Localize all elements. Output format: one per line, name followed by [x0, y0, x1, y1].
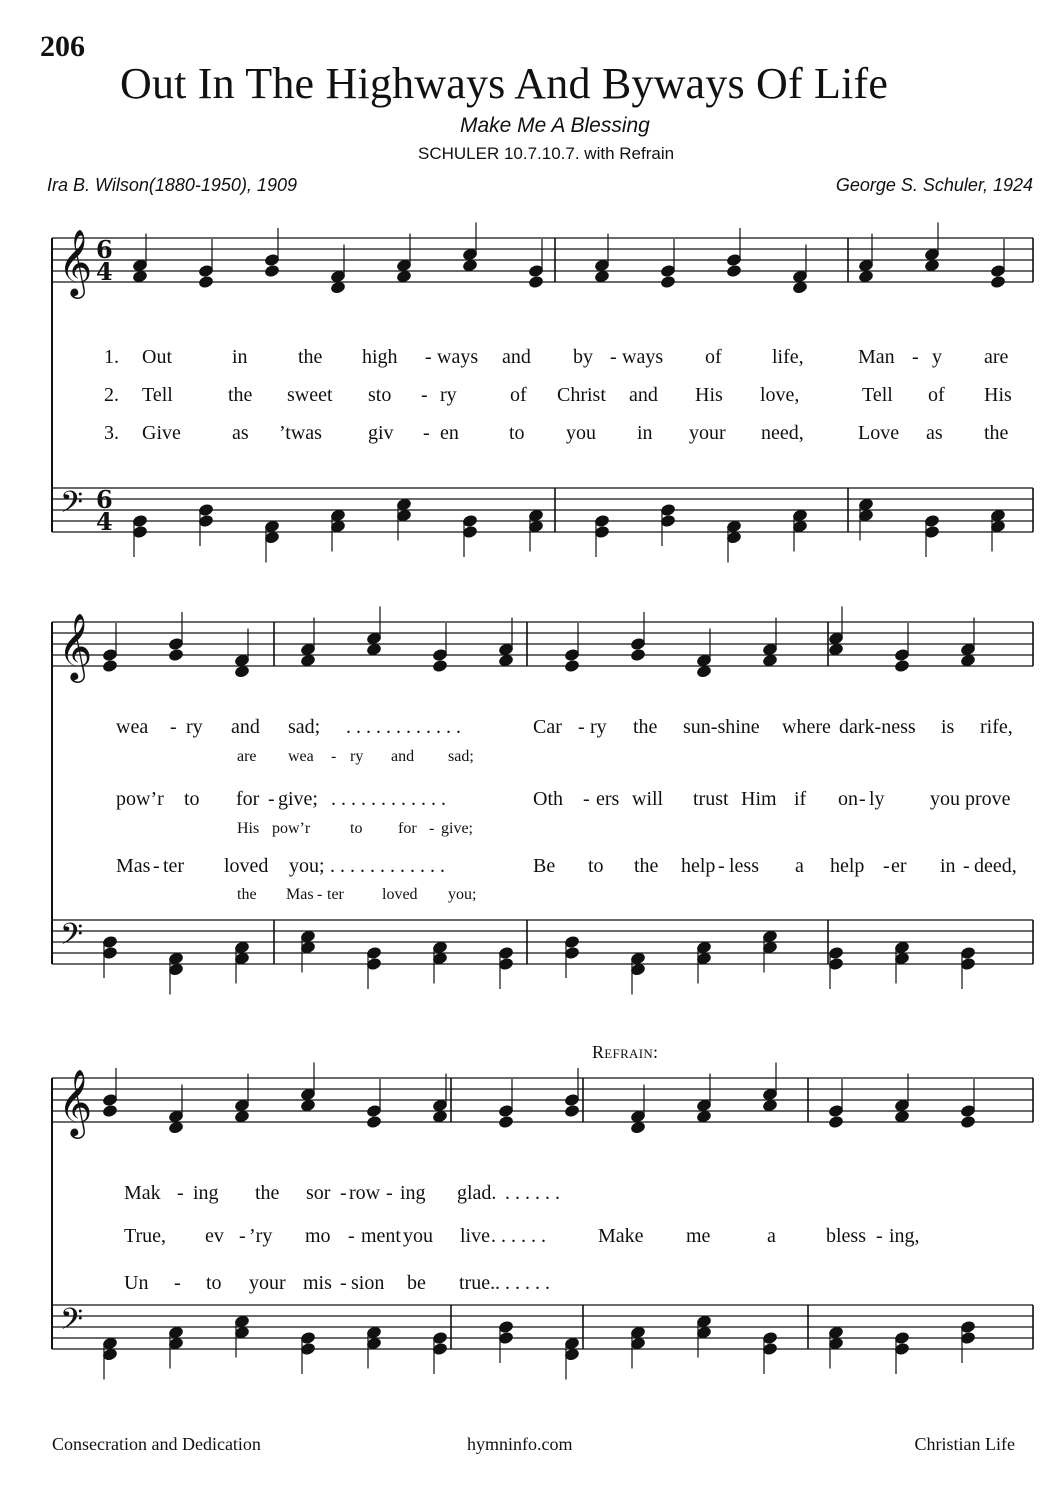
lyric-syllable: Tell: [862, 384, 893, 406]
lyric-syllable: ry: [186, 716, 203, 738]
time-signature-numerator: 6: [96, 485, 113, 514]
note-head: [462, 259, 477, 272]
lyric-syllable: -: [340, 1182, 347, 1204]
lyric-syllable: of: [510, 384, 527, 406]
lyric-syllable: ev: [205, 1225, 224, 1247]
lyric-syllable: Tell: [142, 384, 173, 406]
lyric-syllable: -: [718, 855, 725, 877]
lyric-syllable: Oth: [533, 788, 563, 810]
note-head: [894, 659, 909, 672]
bass-clef-icon: 𝄢: [60, 486, 84, 527]
lyric-syllable: you prove: [930, 788, 1011, 810]
lyric-syllable: ry: [590, 716, 607, 738]
lyric-syllable: give;: [278, 788, 318, 810]
lyric-syllable: ers: [596, 788, 620, 810]
lyric-syllable: me: [686, 1225, 711, 1247]
lyric-echo-syllable: -: [317, 886, 323, 903]
note-head: [564, 659, 579, 672]
lyric-syllable: deed,: [974, 855, 1017, 877]
note-head: [102, 1104, 117, 1117]
lyric-syllable: -: [876, 1225, 883, 1247]
lyric-echo-syllable: His: [237, 820, 260, 837]
note-head: [762, 1099, 777, 1112]
lyric-syllable: by: [573, 346, 593, 368]
lyric-syllable: 3.: [104, 422, 119, 444]
lyric-syllable: . . . . . .: [505, 1182, 560, 1204]
lyric-syllable: to: [206, 1272, 222, 1294]
lyric-echo-syllable: -: [429, 820, 435, 837]
lyric-echo-syllable: -: [331, 748, 337, 765]
lyric-syllable: giv: [368, 422, 394, 444]
lyric-syllable: the: [984, 422, 1009, 444]
lyric-syllable: for: [236, 788, 260, 810]
lyric-syllable: . . . . . . . . . . . .: [330, 855, 445, 877]
refrain-label: Refrain:: [592, 1042, 659, 1062]
note-head: [696, 665, 711, 678]
note-head: [960, 1115, 975, 1128]
lyric-syllable: ways: [437, 346, 479, 368]
note-head: [102, 659, 117, 672]
lyric-syllable: mo: [305, 1225, 331, 1247]
lyric-syllable: to: [184, 788, 200, 810]
note-head: [696, 1110, 711, 1123]
lyric-syllable: Him: [741, 788, 777, 810]
note-head: [726, 264, 741, 277]
lyric-syllable: high: [362, 346, 398, 368]
lyric-syllable: in: [637, 422, 653, 444]
lyric-syllable: -: [153, 855, 160, 877]
lyric-syllable: Man: [858, 346, 895, 368]
treble-clef-icon: 𝄞: [58, 1068, 93, 1136]
note-head: [960, 654, 975, 667]
lyric-syllable: a: [795, 855, 804, 877]
lyric-syllable: . . . . . . . . . . . .: [346, 716, 461, 738]
note-head: [894, 1110, 909, 1123]
lyric-syllable: ing: [400, 1182, 426, 1204]
lyric-syllable: er: [891, 855, 907, 877]
lyric-syllable: Christ: [557, 384, 606, 406]
lyric-syllable: bless: [826, 1225, 866, 1247]
lyric-syllable: His: [695, 384, 723, 406]
lyric-syllable: -: [859, 788, 866, 810]
bass-clef-icon: 𝄢: [60, 918, 84, 959]
lyric-syllable: and: [629, 384, 658, 406]
lyric-syllable: are: [984, 346, 1009, 368]
note-head: [366, 1115, 381, 1128]
note-head: [330, 281, 345, 294]
lyric-syllable: ways: [622, 346, 664, 368]
lyric-syllable: will: [632, 788, 664, 810]
note-head: [132, 270, 147, 283]
footer-category: Consecration and Dedication: [52, 1434, 261, 1454]
hymn-title: Out In The Highways And Byways Of Life: [120, 59, 889, 108]
lyric-syllable: trust: [693, 788, 729, 810]
lyric-syllable: and: [502, 346, 531, 368]
note-head: [198, 275, 213, 288]
lyric-syllable: as: [232, 422, 249, 444]
lyric-syllable: sto: [368, 384, 392, 406]
lyric-syllable: -: [340, 1272, 347, 1294]
lyric-syllable: ry: [440, 384, 457, 406]
lyric-syllable: where: [782, 716, 831, 738]
lyric-syllable: Un: [124, 1272, 149, 1294]
lyric-syllable: en: [440, 422, 459, 444]
lyric-syllable: the: [298, 346, 323, 368]
time-signature-denominator: 4: [96, 507, 113, 536]
lyric-syllable: 2.: [104, 384, 119, 406]
lyric-syllable: -: [583, 788, 590, 810]
lyric-syllable: dark-ness: [839, 716, 916, 738]
lyric-syllable: the: [633, 716, 658, 738]
lyric-syllable: of: [928, 384, 945, 406]
lyric-syllable: the: [228, 384, 253, 406]
lyric-echo-syllable: to: [350, 820, 363, 837]
lyric-syllable: ’ry: [249, 1225, 273, 1247]
lyric-syllable: sweet: [287, 384, 333, 406]
note-head: [564, 1104, 579, 1117]
music-credit: George S. Schuler, 1924: [835, 175, 1033, 195]
lyric-syllable: Out: [142, 346, 172, 368]
lyric-syllable: live: [460, 1225, 490, 1247]
lyric-syllable: ter: [163, 855, 185, 877]
lyric-syllable: ment: [361, 1225, 401, 1247]
footer-site: hymninfo.com: [467, 1434, 573, 1454]
note-head: [264, 264, 279, 277]
lyric-syllable: His: [984, 384, 1012, 406]
lyric-syllable: -: [610, 346, 617, 368]
lyric-syllable: you: [566, 422, 596, 444]
lyric-syllable: your: [249, 1272, 286, 1294]
lyric-syllable: . . . . . .: [491, 1225, 546, 1247]
lyric-echo-syllable: for: [398, 820, 417, 837]
hymn-number: 206: [40, 30, 85, 63]
lyric-syllable: 1.: [104, 346, 119, 368]
lyric-syllable: -: [170, 716, 177, 738]
note-head: [630, 648, 645, 661]
note-head: [990, 275, 1005, 288]
lyric-syllable: -: [421, 384, 428, 406]
note-head: [660, 275, 675, 288]
lyric-syllable: ing,: [889, 1225, 920, 1247]
note-head: [630, 1121, 645, 1134]
note-head: [396, 270, 411, 283]
lyric-syllable: to: [509, 422, 525, 444]
note-head: [432, 659, 447, 672]
lyric-syllable: of: [705, 346, 722, 368]
lyric-syllable: loved: [224, 855, 269, 877]
lyric-syllable: if: [794, 788, 807, 810]
lyric-syllable: rife,: [980, 716, 1013, 738]
time-signature-denominator: 4: [96, 257, 113, 286]
lyric-syllable: the: [634, 855, 659, 877]
lyric-syllable: is: [941, 716, 955, 738]
lyric-syllable: love,: [760, 384, 800, 406]
lyric-syllable: a: [767, 1225, 776, 1247]
lyric-syllable: Mas: [116, 855, 151, 877]
lyric-syllable: -: [386, 1182, 393, 1204]
lyric-syllable: -: [239, 1225, 246, 1247]
lyric-syllable: in: [940, 855, 956, 877]
lyric-syllable: -: [177, 1182, 184, 1204]
lyric-syllable: pow’r: [116, 788, 164, 810]
note-head: [528, 275, 543, 288]
note-head: [498, 654, 513, 667]
lyric-syllable: sor: [306, 1182, 331, 1204]
lyric-syllable: Be: [533, 855, 556, 877]
lyric-echo-syllable: wea: [288, 748, 314, 765]
lyric-syllable: -: [425, 346, 432, 368]
note-head: [366, 643, 381, 656]
lyric-syllable: -: [883, 855, 890, 877]
lyric-echo-syllable: and: [391, 748, 415, 765]
lyric-syllable: need,: [761, 422, 804, 444]
lyric-syllable: sion: [351, 1272, 385, 1294]
lyric-syllable: row: [349, 1182, 381, 1204]
lyric-echo-syllable: Mas: [286, 886, 314, 903]
lyric-syllable: in: [232, 346, 248, 368]
lyric-syllable: -: [912, 346, 919, 368]
lyric-syllable: ly: [869, 788, 885, 810]
note-head: [924, 259, 939, 272]
note-head: [828, 643, 843, 656]
lyric-syllable: life,: [772, 346, 804, 368]
note-head: [858, 270, 873, 283]
lyric-syllable: -: [963, 855, 970, 877]
lyric-syllable: Make: [598, 1225, 644, 1247]
lyric-echo-syllable: pow’r: [272, 820, 311, 837]
footer-section: Christian Life: [914, 1434, 1015, 1454]
note-head: [234, 665, 249, 678]
lyric-syllable: less: [729, 855, 759, 877]
lyric-syllable: Love: [858, 422, 900, 444]
lyric-echo-syllable: loved: [382, 886, 418, 903]
bass-clef-icon: 𝄢: [60, 1303, 84, 1344]
lyric-syllable: y: [932, 346, 942, 368]
lyric-syllable: wea: [116, 716, 149, 738]
lyric-syllable: -: [423, 422, 430, 444]
note-head: [432, 1110, 447, 1123]
lyric-syllable: sun-shine: [683, 716, 760, 738]
lyric-syllable: mis: [303, 1272, 332, 1294]
lyric-syllable: -: [268, 788, 275, 810]
lyric-echo-syllable: the: [237, 886, 257, 903]
hymn-subtitle: Make Me A Blessing: [460, 114, 650, 137]
lyric-syllable: be: [407, 1272, 426, 1294]
lyric-syllable: help: [830, 855, 865, 877]
note-head: [762, 654, 777, 667]
lyric-syllable: on: [838, 788, 858, 810]
words-credit: Ira B. Wilson(1880-1950), 1909: [47, 175, 297, 195]
lyric-echo-syllable: ry: [350, 748, 364, 765]
note-head: [168, 1121, 183, 1134]
lyric-syllable: . . . . . .: [495, 1272, 550, 1294]
lyric-echo-syllable: are: [237, 748, 257, 765]
lyric-syllable: ing: [193, 1182, 219, 1204]
lyric-syllable: glad.: [457, 1182, 497, 1204]
lyric-syllable: you;: [289, 855, 325, 877]
lyric-syllable: -: [174, 1272, 181, 1294]
note-head: [594, 270, 609, 283]
lyric-echo-syllable: ter: [327, 886, 344, 903]
note-head: [234, 1110, 249, 1123]
tune-name: SCHULER 10.7.10.7. with Refrain: [418, 144, 675, 163]
lyric-syllable: True,: [124, 1225, 167, 1247]
note-head: [300, 1099, 315, 1112]
treble-clef-icon: 𝄞: [58, 228, 93, 296]
lyric-syllable: to: [588, 855, 604, 877]
lyric-echo-syllable: you;: [448, 886, 477, 903]
lyric-echo-syllable: sad;: [448, 748, 474, 765]
treble-clef-icon: 𝄞: [58, 612, 93, 680]
lyric-syllable: Give: [142, 422, 181, 444]
lyric-syllable: -: [348, 1225, 355, 1247]
lyric-syllable: -: [578, 716, 585, 738]
note-head: [828, 1115, 843, 1128]
lyric-syllable: you: [403, 1225, 433, 1247]
time-signature-numerator: 6: [96, 235, 113, 264]
note-head: [168, 648, 183, 661]
lyric-syllable: your: [689, 422, 726, 444]
lyric-syllable: sad;: [288, 716, 321, 738]
lyric-syllable: and: [231, 716, 260, 738]
lyric-syllable: the: [255, 1182, 280, 1204]
note-head: [792, 281, 807, 294]
lyric-syllable: help: [681, 855, 716, 877]
lyric-syllable: ’twas: [279, 422, 322, 444]
lyric-syllable: Mak: [124, 1182, 161, 1204]
note-head: [498, 1115, 513, 1128]
lyric-syllable: . . . . . . . . . . . .: [331, 788, 446, 810]
lyric-syllable: as: [926, 422, 943, 444]
lyric-syllable: true.: [459, 1272, 496, 1294]
lyric-echo-syllable: give;: [441, 820, 473, 837]
note-head: [300, 654, 315, 667]
lyric-syllable: Car: [533, 716, 562, 738]
